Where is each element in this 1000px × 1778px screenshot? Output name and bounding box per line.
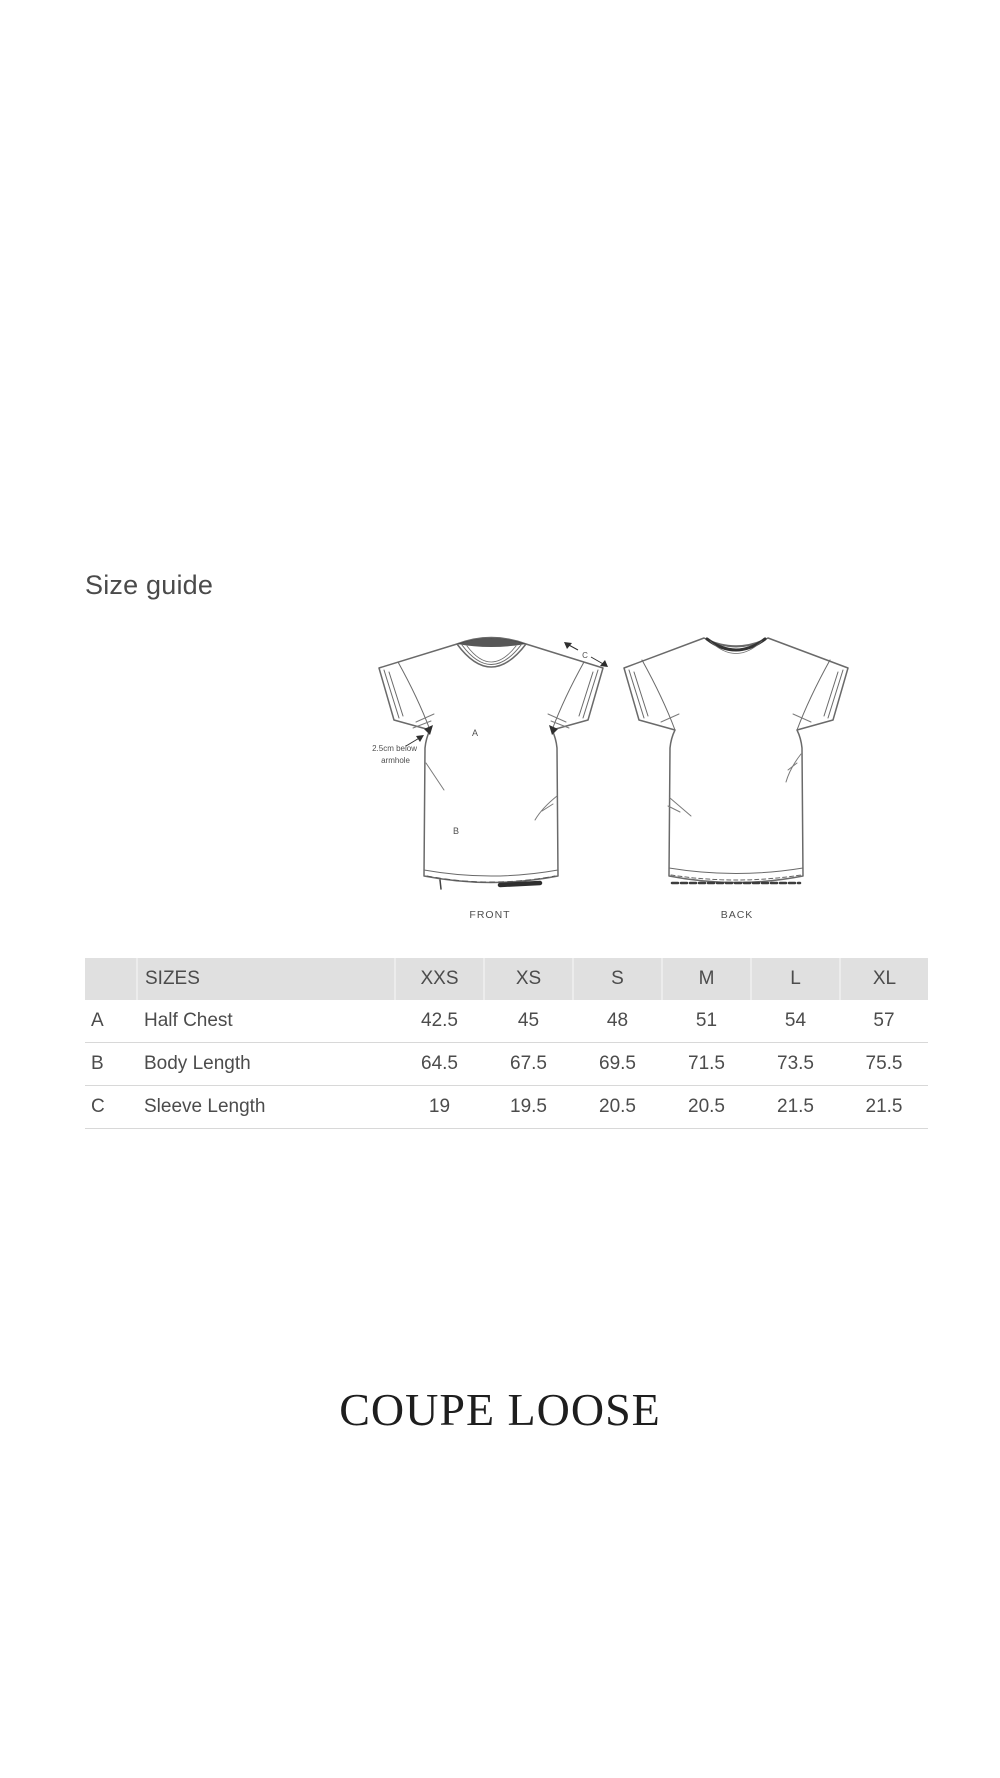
value-cell: 21.5 <box>840 1086 928 1129</box>
armhole-annotation <box>372 735 424 765</box>
value-cell: 67.5 <box>484 1043 573 1086</box>
value-cell: 69.5 <box>573 1043 662 1086</box>
back-view-label: BACK <box>720 909 754 921</box>
marker-a: A <box>471 728 479 738</box>
value-cell: 48 <box>573 1000 662 1043</box>
value-cell: 57 <box>840 1000 928 1043</box>
row-measurement: Sleeve Length <box>137 1086 395 1129</box>
value-cell: 20.5 <box>662 1086 751 1129</box>
value-cell: 19.5 <box>484 1086 573 1129</box>
tshirt-measurement-diagram <box>320 598 930 933</box>
size-header-s: S <box>573 958 662 1000</box>
row-letter: C <box>85 1086 137 1129</box>
size-header-xxs: XXS <box>395 958 484 1000</box>
marker-c: C <box>582 651 588 660</box>
armhole-note-line2: armhole <box>381 756 410 765</box>
back-tee <box>624 638 848 883</box>
value-cell: 45 <box>484 1000 573 1043</box>
table-row-sleeve-length <box>85 1086 928 1129</box>
row-measurement: Body Length <box>137 1043 395 1086</box>
value-cell: 19 <box>395 1086 484 1129</box>
value-cell: 73.5 <box>751 1043 840 1086</box>
size-header-xs: XS <box>484 958 573 1000</box>
table-row-half-chest <box>85 1000 928 1043</box>
value-cell: 42.5 <box>395 1000 484 1043</box>
value-cell: 54 <box>751 1000 840 1043</box>
value-cell: 64.5 <box>395 1043 484 1086</box>
size-table-corner-cell <box>85 958 137 1000</box>
value-cell: 75.5 <box>840 1043 928 1086</box>
back-tee-outline <box>624 638 848 883</box>
value-cell: 21.5 <box>751 1086 840 1129</box>
row-measurement: Half Chest <box>137 1000 395 1043</box>
front-view-label: FRONT <box>469 909 511 921</box>
armhole-note-line1: 2.5cm below <box>372 744 417 753</box>
row-letter: A <box>85 1000 137 1043</box>
size-guide-title: Size guide <box>85 570 214 600</box>
fit-label: COUPE LOOSE <box>339 1384 661 1435</box>
table-row-body-length <box>85 1043 928 1086</box>
size-table-label-header: SIZES <box>137 958 395 1000</box>
front-tee <box>379 638 603 890</box>
size-header-m: M <box>662 958 751 1000</box>
value-cell: 20.5 <box>573 1086 662 1129</box>
size-header-l: L <box>751 958 840 1000</box>
size-table <box>85 958 928 1129</box>
size-table-header-row <box>85 958 928 1000</box>
row-letter: B <box>85 1043 137 1086</box>
marker-b: B <box>452 826 460 836</box>
value-cell: 71.5 <box>662 1043 751 1086</box>
front-tee-outline <box>379 638 603 883</box>
size-header-xl: XL <box>840 958 928 1000</box>
value-cell: 51 <box>662 1000 751 1043</box>
tshirt-sketch-svg <box>320 598 930 933</box>
